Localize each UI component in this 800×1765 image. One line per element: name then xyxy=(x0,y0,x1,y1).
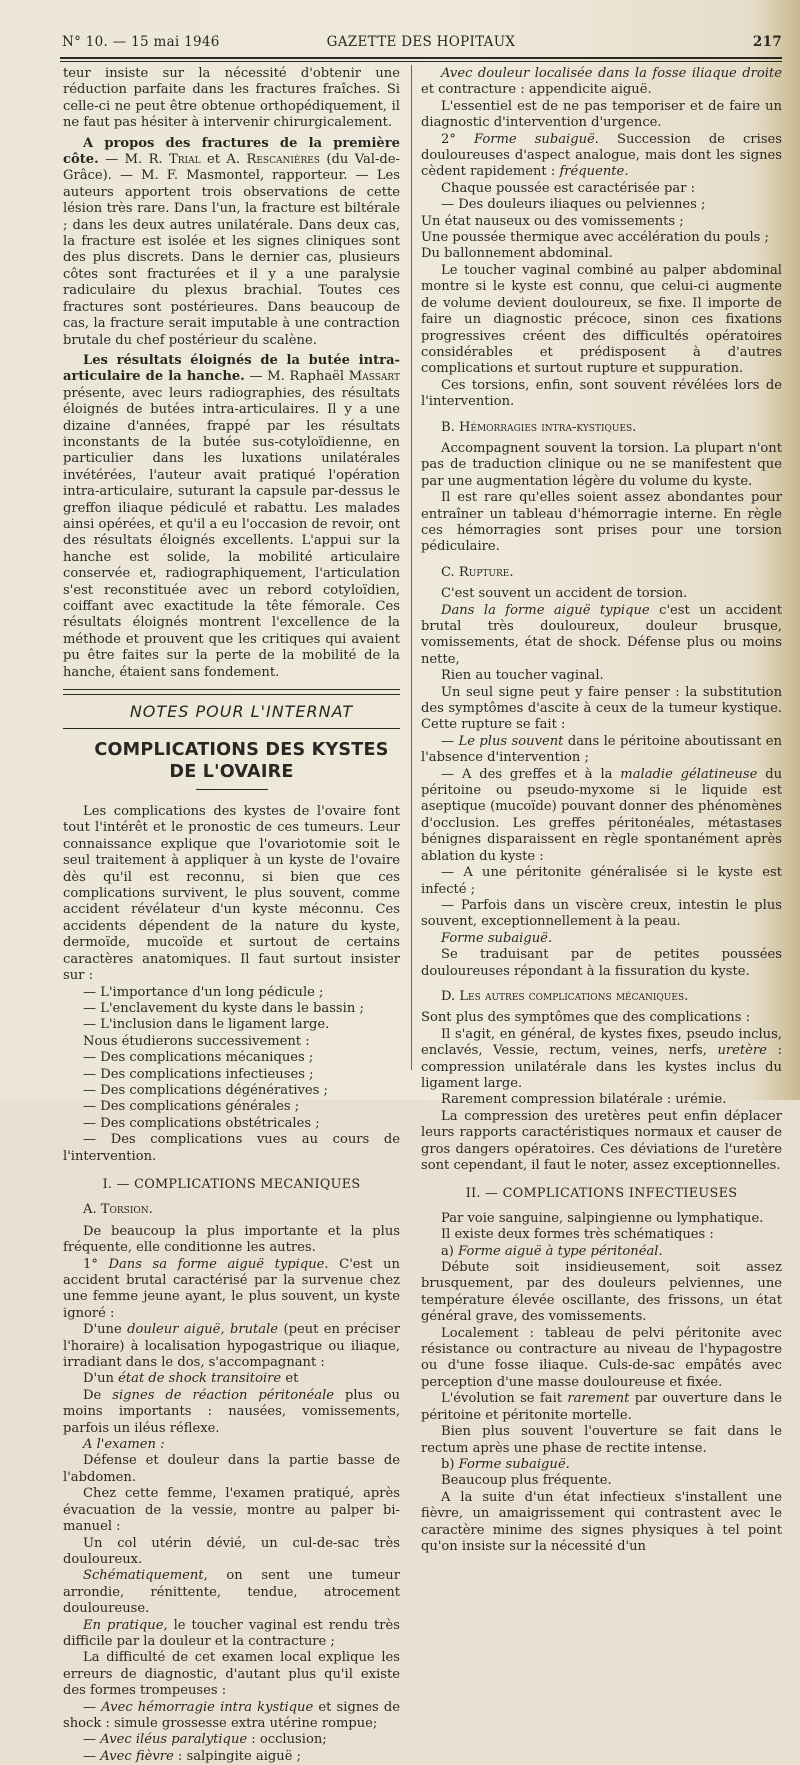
infection-form-a xyxy=(421,1244,782,1260)
emphasis: Forme subaiguë xyxy=(441,930,548,946)
symptom-shock xyxy=(63,1371,400,1387)
emphasis: Forme subaiguë xyxy=(458,1456,566,1472)
factor-item: — L'enclavement du kyste dans le bassin ; xyxy=(83,1000,364,1016)
form-number: 1° xyxy=(83,1256,109,1272)
column-divider xyxy=(411,65,412,1070)
text-span: plus ou moins importants : nausées, vomissements, parfois un iléus réflexe. xyxy=(63,1387,400,1436)
text-span: : occlusion; xyxy=(247,1732,327,1748)
rupture-heading: C. Rupture. xyxy=(441,564,514,580)
other-text: Sont plus des symptômes que des complications : xyxy=(421,1010,751,1026)
push-intro: Chaque poussée est caractérisée par : xyxy=(441,180,696,196)
vaginal-text: Le toucher vaginal combiné au palper abdominal montre si le kyste est connu, que celui-ci augmente de volume devient douloureux, se fixe. Il importe de faire un diagnostic précoce, sinon ces fixations progressives créent des difficultés opératoires considérables et prédisposent à d'autres complications et surtout rupture et suppuration. xyxy=(421,262,782,377)
notes-rule xyxy=(63,728,400,729)
section-heading-hip: Les résultats éloignés de la butée intra-articulaire de la hanche. xyxy=(63,352,400,385)
page-header xyxy=(60,34,782,56)
complication-item: — Des complications dégénératives ; xyxy=(83,1082,328,1098)
section-first-rib xyxy=(63,136,400,349)
rupture-text: Rien au toucher vaginal. xyxy=(441,668,604,684)
infection-text: Bien plus souvent l'ouverture se fait dans le rectum après une phase de rectite intense. xyxy=(421,1424,782,1456)
text-span: dans le péritoine aboutissant en l'absence d'intervention ; xyxy=(421,733,782,766)
subsection-letter: D. xyxy=(441,988,460,1004)
emphasis: En pratique xyxy=(83,1617,164,1633)
essential-text: L'essentiel est de ne pas temporiser et de faire un diagnostic d'intervention d'urgence. xyxy=(421,98,782,131)
emphasis: Avec iléus paralytique xyxy=(100,1732,248,1748)
text-span: b) xyxy=(441,1456,459,1472)
rupture-item: — A une péritonite généralisée si le kyste est infecté ; xyxy=(421,865,782,897)
other-heading: D. Les autres complications mécaniques. xyxy=(441,988,689,1004)
left-column xyxy=(63,66,400,1765)
subsection-letter: B. xyxy=(441,419,459,435)
subsection-title: Torsion xyxy=(100,1202,149,1218)
study-intro: Nous étudierons successivement : xyxy=(83,1033,310,1049)
infection-text xyxy=(421,1391,782,1424)
subsection-title: Les autres complications mécaniques xyxy=(459,988,685,1004)
author-lead: — M. Raphaël xyxy=(244,369,349,385)
torsion-intro: De beaucoup la plus importante et la plus fréquente, elle conditionne les autres. xyxy=(63,1223,400,1256)
continued-form xyxy=(421,66,782,99)
other-text xyxy=(421,1027,782,1093)
text-span: — A des greffes et à la xyxy=(441,766,621,782)
text-span: Il s'agit, en général, de kystes fixes, pseudo inclus, enclavés, Vessie, rectum, veines, nerfs, xyxy=(421,1026,782,1059)
journal-title: GAZETTE DES HOPITAUX xyxy=(326,34,516,50)
hemorrhage-text: Accompagnent souvent la torsion. La plupart n'ont pas de traduction clinique ou ne se manifestent que par une augmentation légère du volume du kyste. xyxy=(421,440,782,489)
infection-text: Il existe deux formes très schématiques : xyxy=(441,1227,714,1243)
other-text: La compression des uretères peut enfin déplacer leurs rapports caractéristiques normaux et causer de gros dangers opératoires. Ces déviations de l'uretère sont cependant, il faut le noter, assez exceptionnelles. xyxy=(421,1108,782,1173)
emphasis: Dans la forme aiguë typique xyxy=(441,602,650,618)
page-number: 217 xyxy=(752,34,782,50)
form2-paragraph xyxy=(421,132,782,181)
complication-item: — Des complications infectieuses ; xyxy=(83,1066,314,1082)
push-item: Du ballonnement abdominal. xyxy=(421,246,613,262)
hemorrhage-heading: B. Hémorragies intra-kystiques. xyxy=(441,419,637,435)
complication-item: — Des complications vues au cours de l'intervention. xyxy=(63,1132,400,1164)
text-span: , le toucher vaginal est rendu très difficile par la douleur et la contracture ; xyxy=(63,1617,400,1649)
rupture-text: C'est souvent un accident de torsion. xyxy=(441,586,688,602)
exam-text: Un col utérin dévié, un cul-de-sac très douloureux. xyxy=(63,1535,400,1567)
torsions-text: Ces torsions, enfin, sont souvent révélées lors de l'intervention. xyxy=(421,377,782,410)
part2-heading: II. — COMPLICATIONS INFECTIEUSES xyxy=(465,1186,738,1202)
author-lead: — M. R. xyxy=(98,152,170,168)
misleading-form: — Avec fièvre : salpingite aiguë ; xyxy=(83,1748,302,1764)
intro-paragraph: teur insiste sur la nécessité d'obtenir une réduction parfaite dans les fractures fraîches. Si celle-ci ne peut être obtenue orthopédiquement, il ne faut pas hésiter à intervenir chirurgicalement. xyxy=(63,66,400,131)
rupture-item xyxy=(421,767,782,865)
complication-item: — Des complications mécaniques ; xyxy=(83,1050,314,1066)
factor-item: — L'importance d'un long pédicule ; xyxy=(83,984,324,1000)
form-label: Forme subaiguë xyxy=(473,131,595,147)
subsection-title: Rupture xyxy=(458,564,510,580)
title-rule xyxy=(196,789,268,790)
article-intro: Les complications des kystes de l'ovaire font tout l'intérêt et le pronostic de ces tumeurs. Leur connaissance explique que l'ovariotomie soit le seul traitement à appliquer à un kyste de l'ovaire dès qu'il est reconnu, si bien que ces complications survivent, le plus souvent, comme accident révélateur d'un kyste méconnu. Ces accidents dépendent de la nature du kyste, dermoïde, mucoïde et surtout de certains caractères anatomiques. Il faut surtout insister sur : xyxy=(63,804,400,984)
text-span: D'une xyxy=(83,1322,128,1338)
subsection-title: Hémorragies intra-kystiques xyxy=(458,419,633,435)
rupture-text: Un seul signe peut y faire penser : la substitution des symptômes d'ascite à ceux de la tumeur kystique. Cette rupture se fait : xyxy=(421,684,782,733)
misleading-form: — Avec iléus paralytique : occlusion; xyxy=(83,1732,327,1748)
text-span: . xyxy=(565,1456,570,1472)
emphasis: Avec fièvre xyxy=(100,1748,174,1764)
author-name: Massart xyxy=(348,369,400,385)
text-span: . xyxy=(547,930,553,946)
text-span: , on sent une tumeur arrondie, rénittente, tendue, atrocement douloureuse. xyxy=(63,1568,400,1617)
push-item: — Des douleurs iliaques ou pelviennes ; xyxy=(441,197,706,213)
issue-date: N° 10. — 15 mai 1946 xyxy=(62,34,220,50)
text-span: . xyxy=(624,164,629,180)
section-heading-first-rib: A propos des fractures de la première côte. xyxy=(63,135,400,168)
rupture-item xyxy=(421,734,782,767)
text-span: : compression unilatérale dans les kystes inclus du ligament large. xyxy=(421,1043,782,1091)
emphasis: signes de réaction péritonéale xyxy=(112,1387,335,1403)
infection-text: Par voie sanguine, salpingienne ou lymphatique. xyxy=(441,1210,764,1226)
emphasis: rarement xyxy=(567,1391,630,1407)
factor-item: — L'inclusion dans le ligament large. xyxy=(83,1017,330,1033)
emphasis: état de shock transitoire xyxy=(118,1371,282,1387)
form-number: 2° xyxy=(441,131,474,147)
rupture-text xyxy=(421,603,782,669)
exam-heading xyxy=(63,1437,400,1453)
text-span: . Succession de crises douloureuses d'aspect analogue, mais dont les signes cèdent rapidement : xyxy=(421,131,783,180)
exam-text xyxy=(63,1568,400,1617)
rupture-subacute-text: Se traduisant par de petites poussées douloureuses répondant à la fissuration du kyste. xyxy=(421,947,782,979)
emphasis: Schématiquement xyxy=(83,1568,204,1584)
difficulty-text: La difficulté de cet examen local explique les erreurs de diagnostic, d'autant plus qu'il existe des formes trompeuses : xyxy=(63,1650,400,1699)
subsection-letter: C. xyxy=(441,564,459,580)
torsion-heading: A. Torsion. xyxy=(83,1202,153,1218)
subsection-letter: A. xyxy=(83,1202,101,1218)
part1-heading: I. — COMPLICATIONS MECANIQUES xyxy=(102,1176,361,1192)
header-rule xyxy=(60,57,782,62)
emphasis: Avec douleur localisée dans la fosse iliaque droite xyxy=(441,66,782,81)
infection-text: Débute soit insidieusement, soit assez brusquement, par des douleurs pelviennes, une température élevée oscillante, des frissons, un état général grave, des vomissements. xyxy=(421,1260,782,1325)
symptom-pain xyxy=(63,1322,400,1371)
text-span: — xyxy=(441,733,459,749)
rupture-subacute xyxy=(421,931,782,947)
text-span: (peut en préciser l'horaire) à localisation hypogastrique ou iliaque, irradiant dans le dos, s'accompagnant : xyxy=(63,1322,401,1371)
section-text: présente, avec leurs radiographies, des résultats éloignés de butées intra-articulaires. Il y a une dizaine d'années, frappé par les résultats inconstants de la butée sus-cotyloïdienne, en particulier dans les luxations unilatérales invétérées, l'auteur avait pratiqué l'opération intra-articulaire, suturant la capsule par-dessus le greffon iliaque pédiculé et rabattu. Les malades ainsi opérées, et qu'il a eu l'occasion de revoir, ont des résultats éloignés excellents. L'appui sur la hanche est solide, la mobilité articulaire conservée et, radiographiquement, l'articulation s'est reconstituée avec un rebord cotyloïdien, coiffant avec exactitude la tête fémorale. Ces résultats éloignés montrent l'excellence de la méthode et prouvent que les critiques qui avaient pu être faites sur la perte de la mobilité de la hanche, étaient sans fondement. xyxy=(63,385,400,680)
text-span: du péritoine ou pseudo-myxome si le liquide est aseptique (mucoïde) pouvant donner des phénomènes d'occlusion. Les greffes péritonéales, métastases bénignes disparaissent en règle spontanément après ablation du kyste : xyxy=(421,766,783,864)
text-span: c'est un accident brutal très douloureux, douleur brusque, vomissements, état de shock. Défense plus ou moins nette, xyxy=(421,602,782,667)
emphasis: Forme aiguë à type péritonéal xyxy=(458,1243,659,1259)
text-span: par ouverture dans le péritoine et péritonite mortelle. xyxy=(421,1391,782,1423)
symptom-peritoneal xyxy=(63,1388,400,1437)
text-span: De xyxy=(83,1387,113,1403)
author-name: Rescanières xyxy=(246,152,320,168)
notes-title: NOTES POUR L'INTERNAT xyxy=(129,702,354,722)
text-span: et contracture : appendicite aiguë. xyxy=(421,82,652,98)
section-rule xyxy=(63,689,400,695)
article-title: COMPLICATIONS DES KYSTES DE L'OVAIRE xyxy=(94,740,389,783)
author-joiner: et A. xyxy=(200,152,247,168)
form-label: Dans sa forme aiguë typique xyxy=(108,1256,325,1272)
misleading-form: — Avec hémorragie intra kystique et signes de shock : simule grossesse extra utérine rompue; xyxy=(63,1699,400,1731)
exam-text: Chez cette femme, l'examen pratiqué, après évacuation de la vessie, montre au palper bi-manuel : xyxy=(63,1486,400,1535)
push-item: Une poussée thermique avec accélération du pouls ; xyxy=(421,230,769,246)
emphasis: fréquente xyxy=(559,164,625,180)
infection-text: Localement : tableau de pelvi péritonite avec résistance ou contracture au niveau de l'hypagostre ou d'une fosse iliaque. Culs-de-sac empâtés avec perception d'une masse douloureuse et fixée. xyxy=(421,1325,782,1390)
complication-item: — Des complications obstétricales ; xyxy=(83,1115,320,1131)
emphasis: douleur aiguë, brutale xyxy=(127,1322,279,1338)
text-span: D'un xyxy=(83,1371,119,1387)
text-span: . xyxy=(658,1243,663,1259)
text-span: a) xyxy=(441,1243,459,1259)
infection-form-b xyxy=(421,1457,782,1473)
right-column xyxy=(421,66,782,1555)
infection-text: Beaucoup plus fréquente. xyxy=(441,1473,612,1489)
text-span: L'évolution se fait xyxy=(441,1391,568,1407)
exam-text: Défense et douleur dans la partie basse de l'abdomen. xyxy=(63,1453,400,1485)
complication-item: — Des complications générales ; xyxy=(83,1099,300,1115)
push-item: Un état nauseux ou des vomissements ; xyxy=(421,213,684,229)
rupture-item: — Parfois dans un viscère creux, intestin le plus souvent, exceptionnellement à la peau. xyxy=(421,897,782,930)
other-text: Rarement compression bilatérale : urémie. xyxy=(441,1092,727,1108)
emphasis: uretère xyxy=(717,1043,767,1059)
emphasis: maladie gélatineuse xyxy=(620,766,758,782)
form-text: . C'est un accident brutal caractérisé par la survenue chez une femme jeune ayant, le plus souvent, un kyste ignoré : xyxy=(63,1256,400,1321)
emphasis: Avec hémorragie intra kystique xyxy=(101,1699,314,1715)
emphasis: Le plus souvent xyxy=(458,733,564,749)
text-span: et signes de shock : simule grossesse extra utérine rompue; xyxy=(63,1699,400,1731)
section-hip-abutment xyxy=(63,353,400,681)
torsion-form1 xyxy=(63,1257,400,1323)
text-span: : salpingite aiguë ; xyxy=(173,1748,302,1764)
text-span: et xyxy=(281,1371,299,1387)
author-name: Trial xyxy=(169,152,201,168)
practice-text xyxy=(63,1618,400,1651)
infection-text: A la suite d'un état infectieux s'installent une fièvre, un amaigrissement qui contrastent avec le caractère minime des signes physiques à tel point qu'on insiste sur la nécessité d'un xyxy=(421,1489,782,1554)
hemorrhage-text: Il est rare qu'elles soient assez abondantes pour entraîner un tableau d'hémorragie interne. En règle ces hémorragies sont prises pour une torsion pédiculaire. xyxy=(421,490,782,555)
emphasis: A l'examen : xyxy=(83,1437,165,1453)
section-text: (du Val-de-Grâce). — M. F. Masmontel, rapporteur. — Les auteurs apportent trois observations de cette lésion très rare. Dans l'un, la fracture est biltérale ; dans les deux autres unilatérale. Dans deux cas, la fracture est isolée et les signes cliniques sont des plus discrets. Dans le dernier cas, plusieurs côtes sont fracturées et il y a une paralysie radiculaire du plexus brachial. Toutes ces fractures sont postérieures. Dans beaucoup de cas, la fracture serait imputable à une contraction brutale du chef postérieur du scalène. xyxy=(63,152,400,348)
